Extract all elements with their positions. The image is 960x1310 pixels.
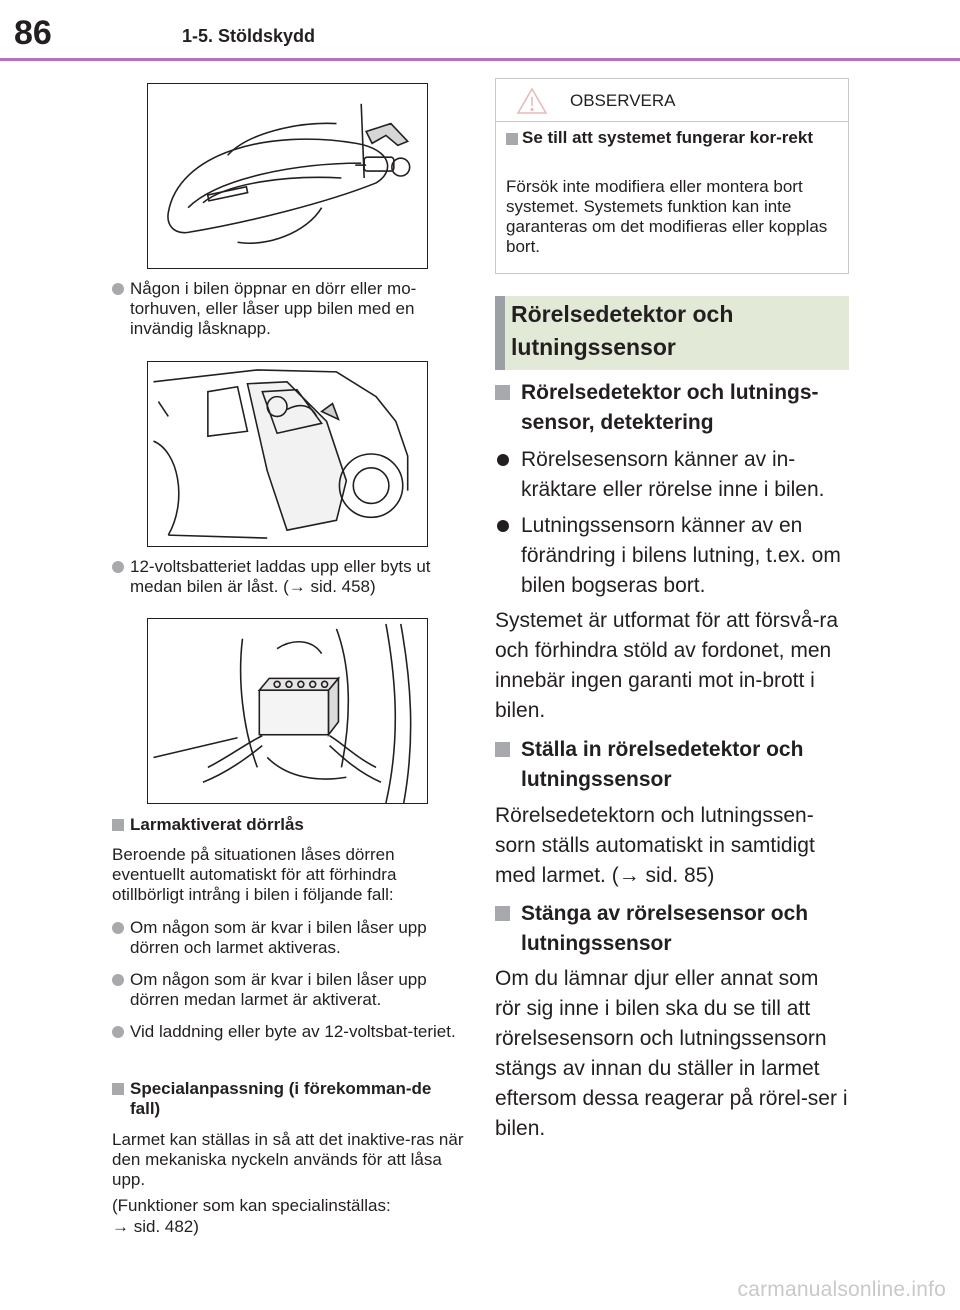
watermark: carmanualsonline.info (737, 1278, 946, 1301)
bullet-square (506, 133, 518, 145)
heading (495, 378, 849, 438)
bullet-square (112, 1083, 124, 1095)
paragraph: → sid. 482) (112, 1217, 199, 1236)
bullet-square (495, 385, 510, 400)
section-heading-line: Rörelsedetektor och (511, 301, 734, 327)
heading-text: Rörelsedetektor och lutnings-sensor, detektering (521, 381, 819, 434)
header-rule (0, 58, 960, 61)
bullet-dot (112, 283, 124, 295)
door-handle-key-illustration (147, 83, 428, 269)
bullet-text: Någon i bilen öppnar en dörr eller mo-torhuven, eller låser upp bilen med en invändig låsknapp. (130, 279, 417, 338)
heading-text: Ställa in rörelsedetektor och lutningssensor (521, 738, 804, 791)
bullet-item (112, 1022, 466, 1042)
caution-title: OBSERVERA (570, 91, 676, 110)
bullet-text: Rörelsesensorn känner av in-kräktare eller rörelse inne i bilen. (521, 448, 825, 501)
bullet-dot (112, 974, 124, 986)
open-car-door-illustration (147, 361, 428, 547)
bullet-text: Vid laddning eller byte av 12-voltsbat-teriet. (130, 1022, 456, 1041)
bullet-dot (497, 520, 509, 532)
caution-subheading: Se till att systemet fungerar kor-rekt (522, 128, 813, 147)
paragraph: Rörelsedetektorn och lutningssen-sorn ställs automatiskt in samtidigt med larmet. (→ sid. 85) (495, 804, 815, 887)
bullet-text: Lutningssensorn känner av en förändring i bilens lutning, t.ex. om bilen bogseras bort. (521, 514, 841, 597)
page-number: 86 (14, 14, 52, 52)
bullet-text: Om någon som är kvar i bilen låser upp dörren och larmet aktiveras. (130, 918, 427, 957)
paragraph: Om du lämnar djur eller annat som rör sig inne i bilen ska du se till att rörelsesensorn och lutningssensorn stängs av innan du ställer in larmet eftersom dessa reagerar på rörel-ser i bilen. (495, 967, 848, 1140)
caution-box (495, 78, 849, 274)
section-heading-line: lutningssensor (511, 334, 676, 360)
paragraph: Systemet är utformat för att försvå-ra och förhindra stöld av fordonet, men innebär ingen garanti mot in-brott i bilen. (495, 609, 839, 722)
bullet-item (112, 557, 466, 597)
bullet-dot (497, 454, 509, 466)
section-heading (511, 298, 733, 364)
heading (112, 1079, 466, 1119)
caution-header (496, 79, 848, 122)
heading-text: Stänga av rörelsesensor och lutningssensor (521, 902, 809, 955)
section-heading-box (495, 296, 849, 370)
bullet-dot (112, 922, 124, 934)
bullet-item (495, 511, 849, 601)
heading-text: Specialanpassning (i förekomman-de fall) (130, 1079, 432, 1118)
paragraph: (Funktioner som kan specialinställas: (112, 1196, 391, 1215)
bullet-text: Om någon som är kvar i bilen låser upp dörren medan larmet är aktiverat. (130, 970, 427, 1009)
paragraph: Larmet kan ställas in så att det inaktive-ras när den mekaniska nyckeln används för att låsa upp. (112, 1130, 464, 1189)
caution-body: Försök inte modifiera eller montera bort systemet. Systemets funktion kan inte garanteras om det modifieras eller kopplas bort. (506, 177, 828, 256)
warning-icon (516, 87, 548, 120)
bullet-item (112, 970, 466, 1010)
bullet-item (112, 918, 466, 958)
heading (495, 899, 849, 959)
paragraph: Beroende på situationen låses dörren eventuellt automatiskt för att förhindra otillbörligt intrång i bilen i följande fall: (112, 845, 397, 904)
heading (495, 735, 849, 795)
bullet-dot (112, 1026, 124, 1038)
heading (112, 815, 466, 835)
bullet-item (495, 445, 849, 505)
bullet-square (495, 742, 510, 757)
heading-text: Larmaktiverat dörrlås (130, 815, 304, 834)
bullet-dot (112, 561, 124, 573)
section-title: 1-5. Stöldskydd (182, 26, 316, 46)
bullet-item (112, 279, 466, 339)
bullet-square (112, 819, 124, 831)
engine-battery-illustration (147, 618, 428, 804)
bullet-text: 12-voltsbatteriet laddas upp eller byts ut medan bilen är låst. (→ sid. 458) (130, 557, 431, 596)
bullet-square (495, 906, 510, 921)
